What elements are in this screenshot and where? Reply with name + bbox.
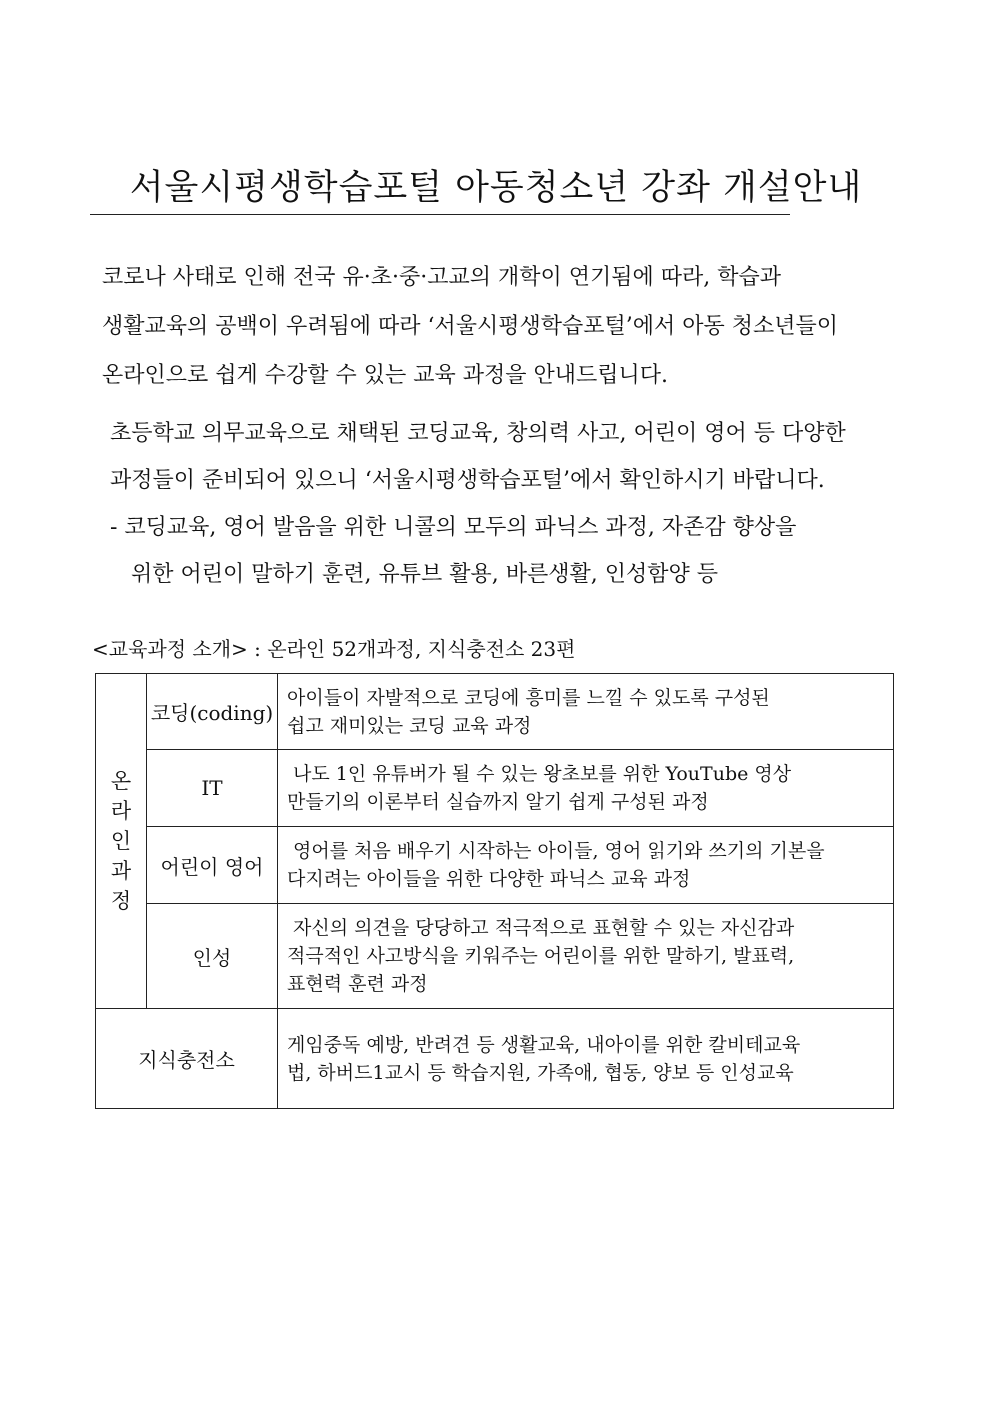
detail-paragraph [110, 410, 846, 598]
group-label-char: 라 [110, 799, 132, 823]
knowledge-center-label: 지식충전소 [96, 1009, 278, 1109]
desc-line: 다지려는 아이들을 위한 다양한 파닉스 교육 과정 [287, 868, 691, 890]
intro-line: 생활교육의 공백이 우려됨에 따라 ‘서울시평생학습포털’에서 아동 청소년들이 [102, 314, 839, 339]
title-underline [90, 214, 790, 215]
course-desc-coding [278, 674, 894, 750]
course-desc-character [278, 904, 894, 1009]
desc-line: 나도 1인 유튜버가 될 수 있는 왕초보를 위한 YouTube 영상 [287, 763, 792, 785]
table-row [96, 827, 894, 904]
table-row [96, 904, 894, 1009]
course-name-character: 인성 [147, 904, 278, 1009]
desc-line: 표현력 훈련 과정 [287, 973, 428, 995]
desc-line: 법, 하버드1교시 등 학습지원, 가족애, 협동, 양보 등 인성교육 [287, 1061, 794, 1084]
group-label-char: 과 [110, 859, 132, 883]
course-name-coding: 코딩(coding) [147, 674, 278, 750]
course-table [95, 673, 894, 1109]
intro-line: 코로나 사태로 인해 전국 유·초·중·고교의 개학이 연기됨에 따라, 학습과 [102, 265, 781, 290]
detail-line: 과정들이 준비되어 있으니 ‘서울시평생학습포털’에서 확인하시기 바랍니다. [110, 468, 825, 493]
desc-line: 게임중독 예방, 반려견 등 생활교육, 내아이를 위한 칼비테교육 [287, 1033, 801, 1056]
document-title: 서울시평생학습포털 아동청소년 강좌 개설안내 [129, 168, 863, 208]
intro-paragraph [102, 253, 838, 400]
detail-bullet-line: 위한 어린이 말하기 훈련, 유튜브 활용, 바른생활, 인성함양 등 [110, 562, 718, 587]
knowledge-center-desc [278, 1009, 894, 1109]
course-name-english: 어린이 영어 [147, 827, 278, 904]
group-label-char: 인 [110, 829, 132, 853]
desc-line: 아이들이 자발적으로 코딩에 흥미를 느낄 수 있도록 구성된 [287, 686, 770, 709]
course-desc-english [278, 827, 894, 904]
table-caption: <교육과정 소개> : 온라인 52개과정, 지식충전소 23편 [92, 637, 576, 661]
desc-line: 만들기의 이론부터 실습까지 알기 쉽게 구성된 과정 [287, 791, 709, 813]
table-row [96, 750, 894, 827]
desc-line: 자신의 의견을 당당하고 적극적으로 표현할 수 있는 자신감과 [287, 917, 795, 939]
detail-line: 초등학교 의무교육으로 채택된 코딩교육, 창의력 사고, 어린이 영어 등 다양한 [110, 421, 846, 446]
table-row [96, 1009, 894, 1109]
group-label-char: 정 [110, 889, 132, 913]
detail-bullet-line: - 코딩교육, 영어 발음을 위한 니콜의 모두의 파닉스 과정, 자존감 향상을 [110, 515, 797, 540]
desc-line: 쉽고 재미있는 코딩 교육 과정 [287, 714, 532, 737]
table-row [96, 674, 894, 750]
desc-line: 적극적인 사고방식을 키워주는 어린이를 위한 말하기, 발표력, [287, 945, 795, 967]
group-label-char: 온 [110, 769, 132, 793]
course-desc-it [278, 750, 894, 827]
desc-line: 영어를 처음 배우기 시작하는 아이들, 영어 읽기와 쓰기의 기본을 [287, 840, 825, 862]
online-course-group-label [96, 674, 147, 1009]
intro-line: 온라인으로 쉽게 수강할 수 있는 교육 과정을 안내드립니다. [102, 363, 668, 388]
course-name-it: IT [147, 750, 278, 827]
